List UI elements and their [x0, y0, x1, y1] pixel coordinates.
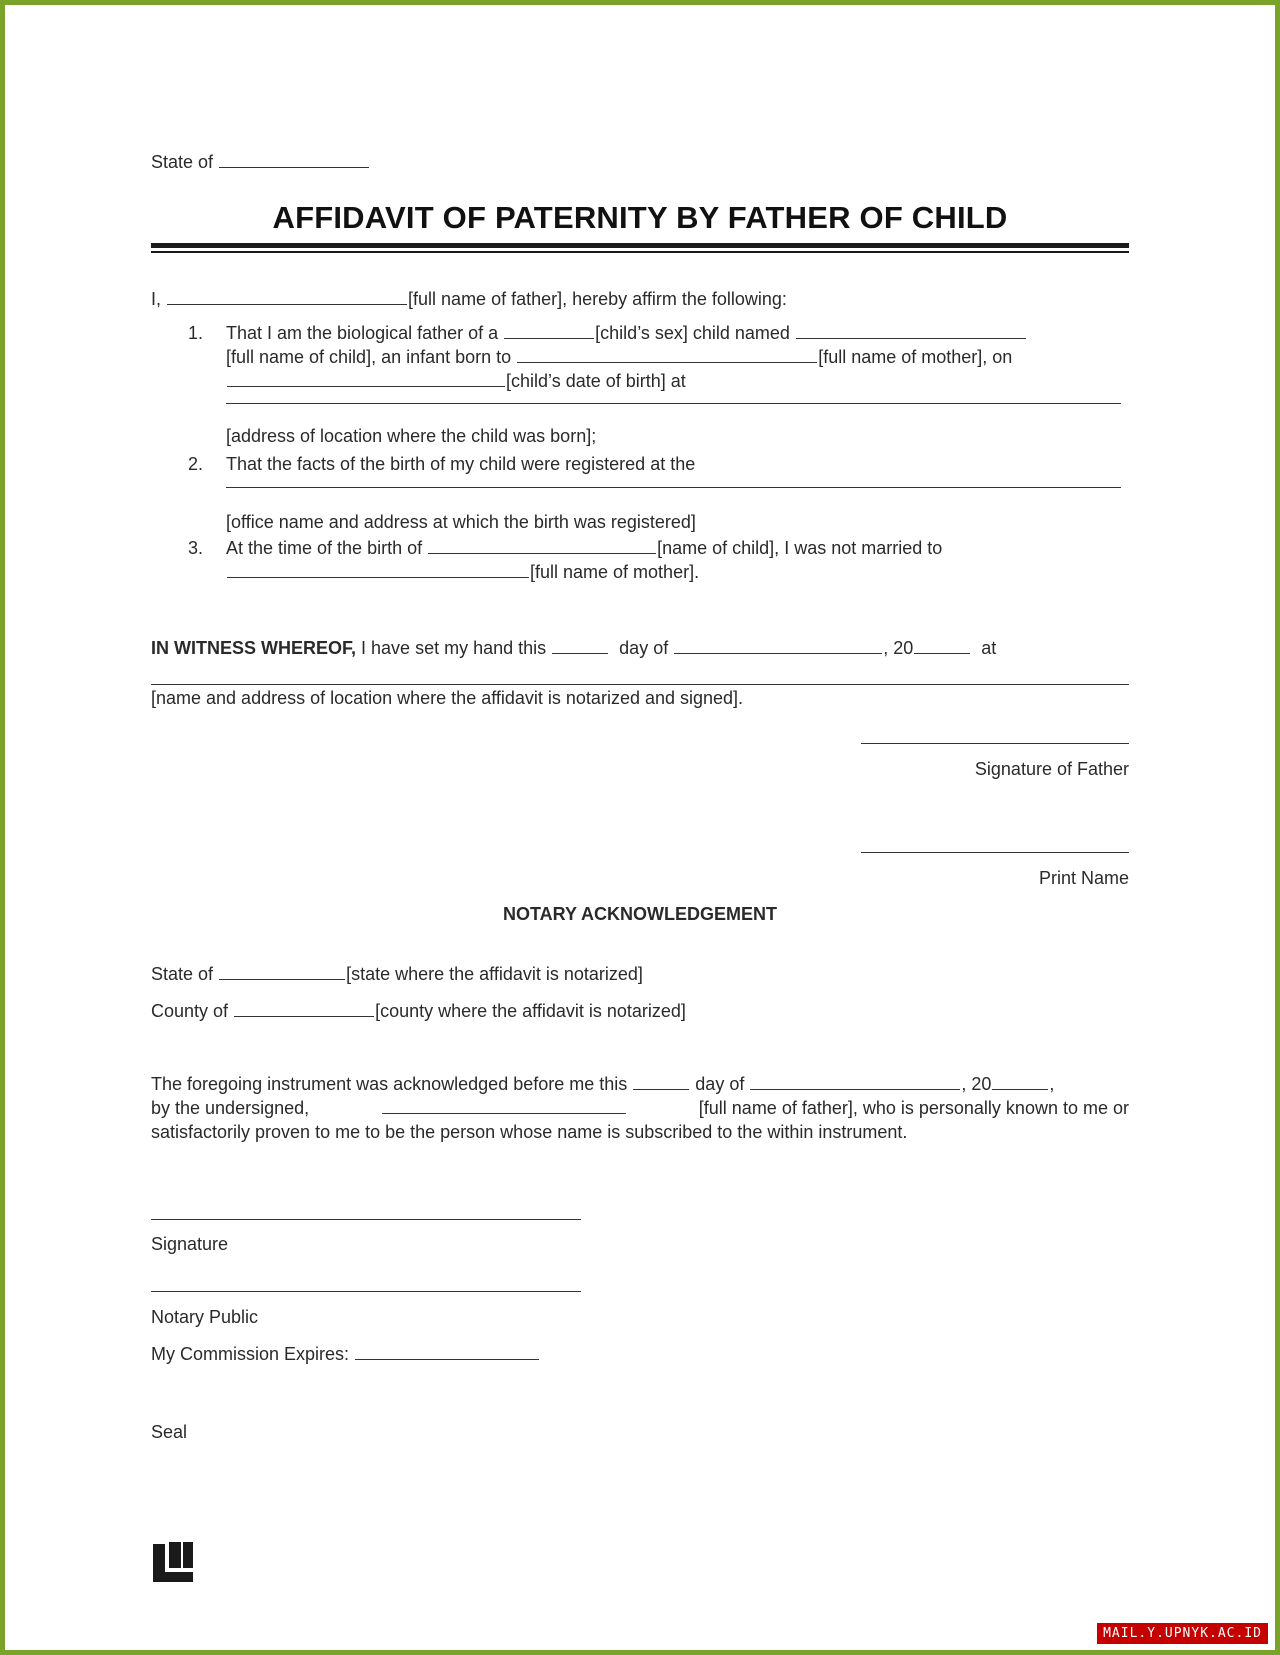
- item-text: [office name and address at which the birth was registered]: [226, 512, 696, 532]
- notary-state-line: [151, 962, 643, 986]
- notary-state-label: State of: [151, 964, 214, 984]
- office-address-blank: [226, 486, 1121, 488]
- intro-suffix: [full name of father], hereby affirm the following:: [408, 289, 787, 309]
- item-text: [full name of mother].: [530, 562, 700, 582]
- witness-line: [151, 636, 1129, 660]
- month-blank: [674, 636, 882, 654]
- location-blank: [151, 683, 1129, 685]
- notary-signature-label: Signature: [151, 1234, 229, 1254]
- list-item: [226, 452, 1129, 534]
- commission-line: [151, 1342, 540, 1366]
- item-text: [full name of child], an infant born to: [226, 347, 512, 367]
- notary-county-label: County of: [151, 1001, 229, 1021]
- intro-line: [151, 287, 787, 311]
- notary-father-name-blank: [382, 1096, 626, 1114]
- state-label: State of: [151, 152, 214, 172]
- item-text: That I am the biological father of a: [226, 323, 499, 343]
- mother-name-blank: [517, 345, 817, 363]
- year-blank: [914, 636, 970, 654]
- paragraph-text: , 20: [961, 1074, 992, 1094]
- paragraph-text: ,: [1049, 1074, 1055, 1094]
- witness-heading: IN WITNESS WHEREOF,: [151, 638, 357, 658]
- intro-prefix: I,: [151, 289, 162, 309]
- father-signature-line: [861, 742, 1129, 744]
- birth-address-blank: [226, 402, 1121, 404]
- signature-of-father-label: Signature of Father: [974, 759, 1129, 779]
- commission-blank: [355, 1342, 539, 1360]
- item-number: 2.: [188, 454, 204, 474]
- item-text: [child’s sex] child named: [595, 323, 790, 343]
- birth-date-blank: [227, 369, 505, 387]
- title-rule: [151, 243, 1129, 248]
- item-text: [address of location where the child was born];: [226, 426, 597, 446]
- item-text: [child’s date of birth] at: [506, 371, 686, 391]
- acknowledgement-paragraph: [151, 1072, 1129, 1144]
- print-name-line: [861, 851, 1129, 853]
- witness-text: at: [981, 638, 997, 658]
- mother-name-blank-2: [227, 560, 529, 578]
- commission-label: My Commission Expires:: [151, 1344, 350, 1364]
- father-name-blank: [167, 287, 407, 305]
- list-item: [226, 536, 1129, 584]
- item-number: 3.: [188, 538, 204, 558]
- notary-county-note: [county where the affidavit is notarized]: [375, 1001, 686, 1021]
- child-sex-blank: [504, 321, 594, 339]
- notary-public-line: [151, 1290, 581, 1292]
- paragraph-text: The foregoing instrument was acknowledged before me this: [151, 1074, 628, 1094]
- notary-title: NOTARY ACKNOWLEDGEMENT: [503, 904, 777, 924]
- paragraph-text: day of: [695, 1074, 745, 1094]
- witness-text: I have set my hand this: [361, 638, 547, 658]
- notary-signature-line: [151, 1218, 581, 1220]
- notary-month-blank: [750, 1072, 960, 1090]
- title-rule-thin: [151, 251, 1129, 253]
- item-text: That the facts of the birth of my child were registered at the: [226, 454, 696, 474]
- lawdepot-logo-icon: [151, 1540, 195, 1584]
- child-name-blank: [796, 321, 1026, 339]
- print-name-label: Print Name: [1038, 868, 1129, 888]
- state-line: [151, 150, 370, 174]
- paragraph-text: satisfactorily proven to me to be the person whose name is subscribed to the within instrument.: [151, 1122, 908, 1142]
- document-title: AFFIDAVIT OF PATERNITY BY FATHER OF CHILD: [272, 200, 1008, 235]
- paragraph-text: by the undersigned,: [151, 1098, 310, 1118]
- witness-text: , 20: [883, 638, 914, 658]
- state-blank: [219, 150, 369, 168]
- location-note: [name and address of location where the affidavit is notarized and signed].: [151, 688, 744, 708]
- watermark-stamp: MAIL.Y.UPNYK.AC.ID: [1097, 1623, 1268, 1644]
- notary-year-blank: [992, 1072, 1048, 1090]
- seal-label: Seal: [151, 1422, 188, 1442]
- notary-county-blank: [234, 999, 374, 1017]
- item-number: 1.: [188, 323, 204, 343]
- notary-state-blank: [219, 962, 345, 980]
- notary-county-line: [151, 999, 686, 1023]
- notary-state-note: [state where the affidavit is notarized]: [346, 964, 643, 984]
- paragraph-text: [full name of father], who is personally known to me or: [698, 1098, 1129, 1118]
- item-text: [full name of mother], on: [818, 347, 1013, 367]
- witness-text: day of: [619, 638, 669, 658]
- item-text: [name of child], I was not married to: [657, 538, 943, 558]
- notary-public-label: Notary Public: [151, 1307, 259, 1327]
- item-text: At the time of the birth of: [226, 538, 423, 558]
- day-blank: [552, 636, 608, 654]
- notary-day-blank: [633, 1072, 689, 1090]
- list-item: [226, 321, 1129, 448]
- child-name-blank-2: [428, 536, 656, 554]
